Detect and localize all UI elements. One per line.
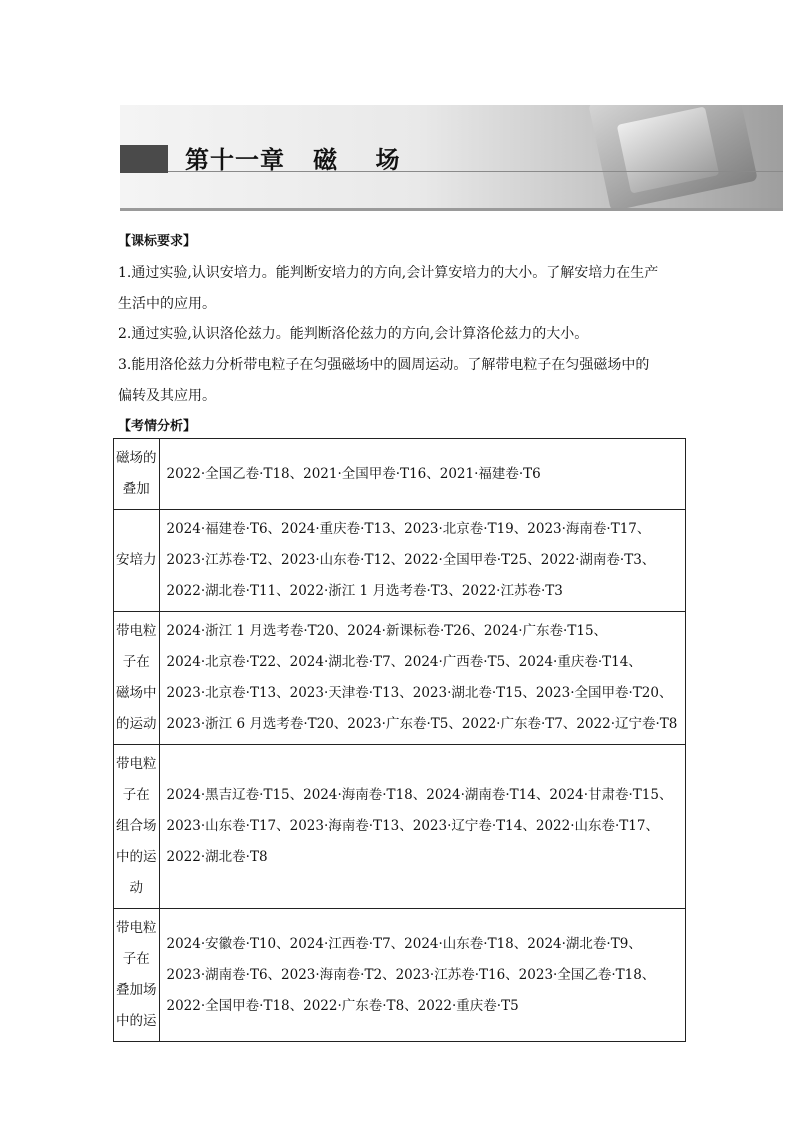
topic-label: 的运动 (116, 716, 157, 732)
table-row (114, 745, 686, 909)
table-row (114, 612, 686, 745)
curriculum-heading: 【课标要求】 (118, 234, 197, 249)
chapter-tab-marker (120, 145, 168, 173)
exam-list-line: 2024·福建卷·T6、2024·重庆卷·T13、2023·北京卷·T19、2023·海南卷·T17、 (166, 521, 651, 537)
topic-label: 子在 (122, 654, 150, 670)
exam-list-line: 2022·湖北卷·T8 (166, 849, 268, 865)
topic-label: 中的运 (116, 849, 157, 865)
curriculum-line: 3.能用洛伦兹力分析带电粒子在匀强磁场中的圆周运动。了解带电粒子在匀强磁场中的 (118, 357, 650, 373)
exam-analysis-table (113, 438, 686, 1042)
curriculum-line: 生活中的应用。 (118, 296, 216, 312)
topic-label: 子在 (122, 787, 150, 803)
topic-label: 安培力 (116, 552, 157, 568)
topic-label: 磁场中 (116, 685, 157, 701)
topic-label: 动 (129, 880, 143, 896)
exam-list-line: 2023·北京卷·T13、2023·天津卷·T13、2023·湖北卷·T15、2023·全国甲卷·T20、 (166, 685, 673, 701)
topic-label: 磁场的 (116, 450, 157, 466)
exam-list-line: 2024·黑吉辽卷·T15、2024·海南卷·T18、2024·湖南卷·T14、2024·甘肃卷·T15、 (166, 787, 673, 803)
topic-label: 中的运 (116, 1013, 157, 1029)
topic-cell (114, 439, 160, 510)
detail-cell (159, 909, 686, 1042)
exam-list-line: 2023·江苏卷·T2、2023·山东卷·T12、2022·全国甲卷·T25、2022·湖南卷·T3、 (166, 552, 656, 568)
curriculum-line: 2.通过实验,认识洛伦兹力。能判断洛伦兹力的方向,会计算洛伦兹力的大小。 (118, 326, 589, 342)
topic-cell (114, 745, 160, 909)
table-row (114, 510, 686, 612)
topic-label: 子在 (122, 951, 150, 967)
exam-list-line: 2023·山东卷·T17、2023·海南卷·T13、2023·辽宁卷·T14、2022·山东卷·T17、 (166, 818, 659, 834)
topic-label: 叠加 (122, 481, 150, 497)
detail-cell (159, 439, 686, 510)
exam-list-line: 2023·浙江 6 月选考卷·T20、2023·广东卷·T5、2022·广东卷·T7、2022·辽宁卷·T8 (166, 716, 678, 732)
curriculum-line: 1.通过实验,认识安培力。能判断安培力的方向,会计算安培力的大小。了解安培力在生产 (118, 265, 659, 281)
topic-label: 组合场 (116, 818, 157, 834)
detail-cell (159, 612, 686, 745)
exam-list-line: 2023·湖南卷·T6、2023·海南卷·T2、2023·江苏卷·T16、2023·全国乙卷·T18、 (166, 966, 656, 983)
detail-cell (159, 510, 686, 612)
topic-cell (114, 612, 160, 745)
curriculum-line: 偏转及其应用。 (118, 388, 216, 404)
detail-cell (159, 745, 686, 909)
exam-list-line: 2022·湖北卷·T11、2022·浙江 1 月选考卷·T3、2022·江苏卷·T3 (166, 583, 563, 599)
table-row (114, 439, 686, 510)
exam-list-line: 2024·浙江 1 月选考卷·T20、2024·新课标卷·T26、2024·广东卷·T15、 (166, 623, 608, 639)
topic-label: 带电粒 (116, 920, 157, 936)
table-row (114, 909, 686, 1042)
exam-list-line: 2024·安徽卷·T10、2024·江西卷·T7、2024·山东卷·T18、2024·湖北卷·T9、 (166, 935, 642, 952)
exam-list-line: 2022·全国甲卷·T18、2022·广东卷·T8、2022·重庆卷·T5 (166, 997, 519, 1014)
topic-cell (114, 909, 160, 1042)
exam-list-line: 2022·全国乙卷·T18、2021·全国甲卷·T16、2021·福建卷·T6 (166, 465, 541, 482)
topic-cell (114, 510, 160, 612)
topic-label: 带电粒 (116, 756, 157, 772)
exam-list-line: 2024·北京卷·T22、2024·湖北卷·T7、2024·广西卷·T5、2024·重庆卷·T14、 (166, 654, 642, 670)
chapter-title: 第十一章 磁 场 (185, 146, 401, 174)
banner-bottom-rule (120, 208, 783, 211)
topic-label: 带电粒 (116, 623, 157, 639)
topic-label: 叠加场 (116, 982, 157, 998)
analysis-heading: 【考情分析】 (118, 419, 197, 434)
